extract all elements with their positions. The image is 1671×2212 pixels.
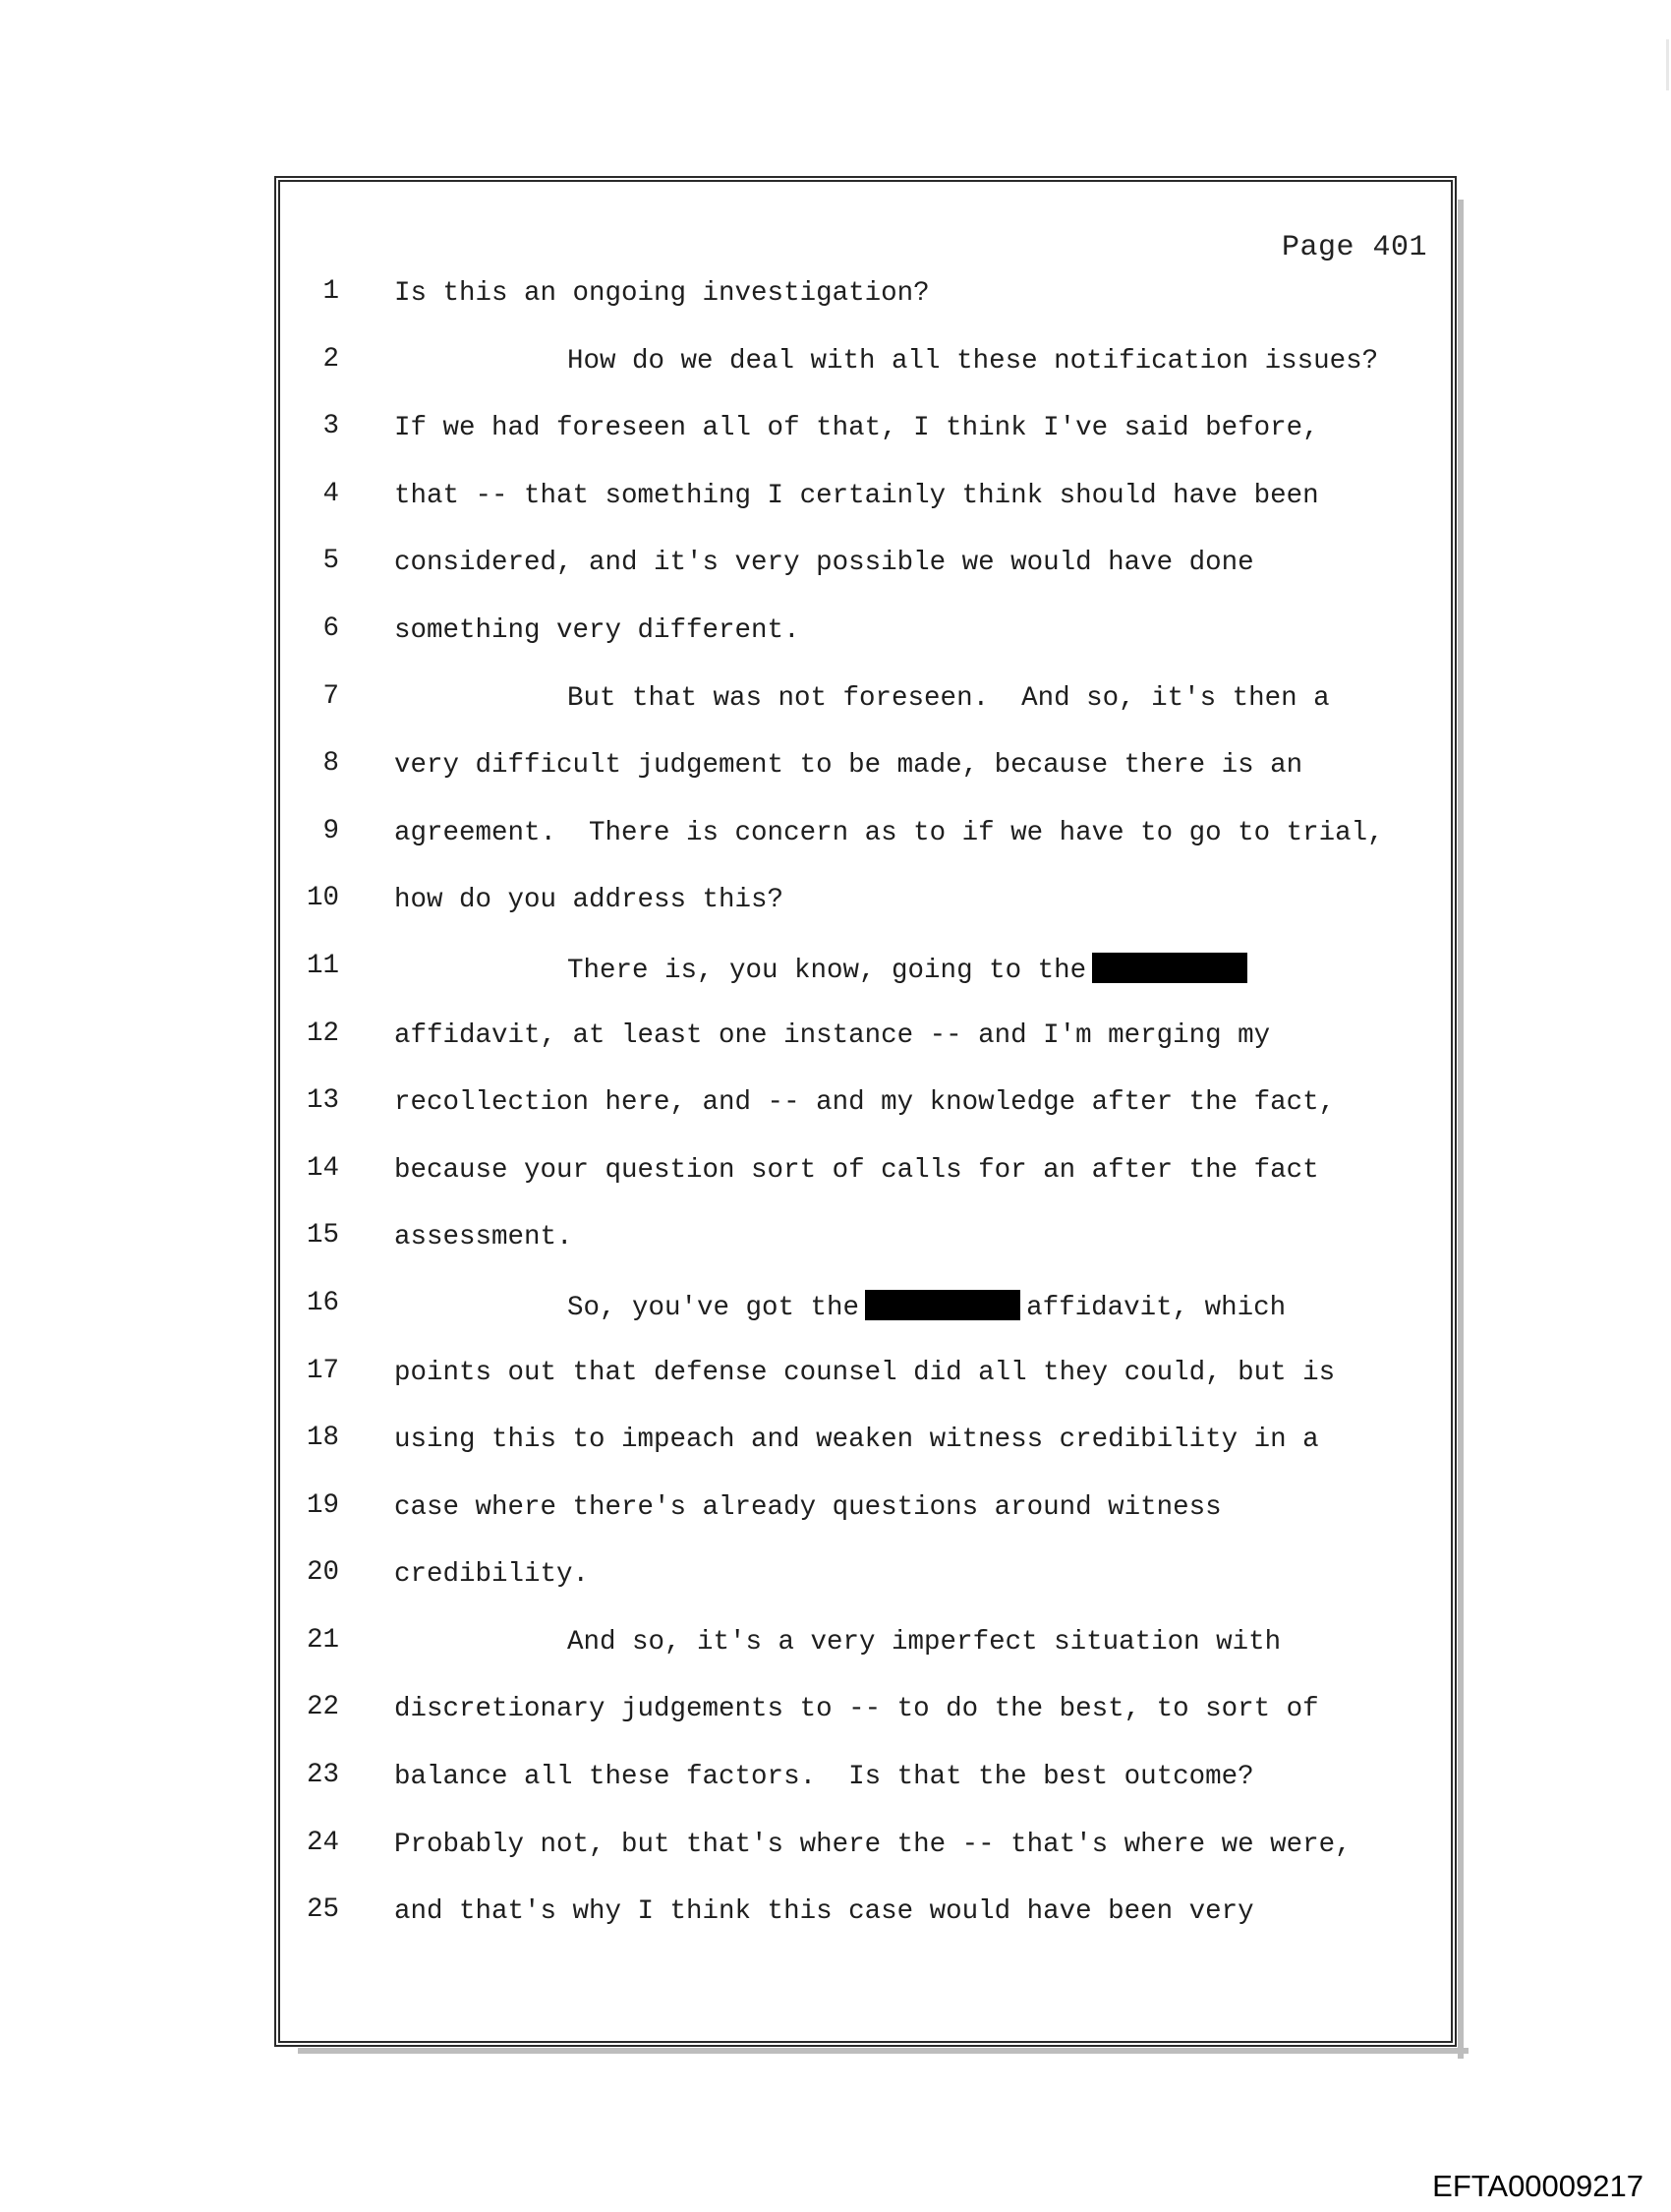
transcript-line (280, 1083, 1451, 1151)
line-text (394, 413, 1319, 443)
line-text (567, 953, 1253, 986)
line-number: 25 (306, 1894, 339, 1926)
line-text (394, 481, 1319, 511)
line-number: 8 (322, 748, 339, 780)
line-text (394, 1087, 1335, 1118)
transcript-body (280, 274, 1451, 1960)
line-text-segment: agreement. There is concern as to if we have to go to trial, (394, 817, 1384, 848)
transcript-line (280, 1286, 1451, 1354)
line-number: 17 (306, 1355, 339, 1386)
line-number: 6 (322, 612, 339, 644)
line-text-segment: considered, and it's very possible we would have done (394, 548, 1254, 579)
line-text (567, 1627, 1281, 1658)
line-text (394, 1559, 589, 1590)
document-id: EFTA00009217 (1432, 2169, 1643, 2203)
line-number: 19 (306, 1489, 339, 1521)
line-number: 2 (322, 343, 339, 375)
line-text (394, 278, 930, 309)
transcript-line (280, 1892, 1451, 1960)
line-text-segment: discretionary judgements to -- to do the best, to sort of (394, 1694, 1319, 1725)
line-number: 1 (322, 276, 339, 307)
line-number: 24 (306, 1827, 339, 1858)
line-number: 22 (306, 1692, 339, 1723)
transcript-line (280, 1354, 1451, 1422)
transcript-line (280, 1690, 1451, 1758)
transcript-line (280, 274, 1451, 342)
line-text (394, 615, 800, 646)
line-text (394, 1492, 1222, 1523)
transcript-line (280, 1826, 1451, 1893)
transcript-line (280, 881, 1451, 949)
transcript-line (280, 679, 1451, 747)
transcript-line (280, 949, 1451, 1017)
line-text (394, 1896, 1254, 1927)
line-text (567, 346, 1378, 377)
line-number: 12 (306, 1018, 339, 1049)
transcript-page (274, 176, 1457, 2047)
line-text-segment: case where there's already questions around witness (394, 1491, 1222, 1523)
line-text (394, 1222, 573, 1252)
line-text (394, 818, 1384, 848)
transcript-line (280, 746, 1451, 814)
line-text-segment: affidavit, which (1026, 1292, 1287, 1323)
line-number: 16 (306, 1287, 339, 1318)
scan-artifact (1666, 39, 1669, 90)
line-number: 15 (306, 1220, 339, 1252)
transcript-line (280, 1151, 1451, 1219)
line-number: 20 (306, 1557, 339, 1589)
line-number: 10 (306, 883, 339, 914)
line-text-segment: assessment. (394, 1222, 573, 1253)
transcript-line (280, 1218, 1451, 1286)
line-text (394, 750, 1302, 781)
line-text-segment: There is, you know, going to the (567, 955, 1087, 986)
line-number: 3 (322, 411, 339, 442)
transcript-line (280, 1758, 1451, 1826)
line-text-segment: Probably not, but that's where the -- that's where we were, (394, 1829, 1352, 1860)
line-text-segment: very difficult judgement to be made, because there is an (394, 750, 1303, 782)
line-text (394, 1694, 1319, 1724)
line-number: 18 (306, 1423, 339, 1454)
transcript-line (280, 1623, 1451, 1691)
line-text-segment: recollection here, and -- and my knowledge after the fact, (394, 1087, 1336, 1119)
line-text (394, 1155, 1319, 1186)
line-text-segment: But that was not foreseen. And so, it's then a (567, 682, 1330, 714)
transcript-line (280, 409, 1451, 477)
redaction-block (865, 1290, 1020, 1320)
line-number: 5 (322, 546, 339, 577)
transcript-line (280, 611, 1451, 679)
line-text-segment: And so, it's a very imperfect situation with (567, 1626, 1282, 1658)
line-text-segment: How do we deal with all these notification issues? (567, 345, 1379, 377)
line-text-segment: using this to impeach and weaken witness credibility in a (394, 1425, 1319, 1456)
transcript-line (280, 477, 1451, 545)
transcript-line (280, 1555, 1451, 1623)
line-text-segment: points out that defense counsel did all they could, but is (394, 1357, 1336, 1388)
line-text (394, 1762, 1254, 1792)
line-text-segment: balance all these factors. Is that the best outcome? (394, 1762, 1254, 1793)
line-text-segment: If we had foreseen all of that, I think I've said before, (394, 413, 1319, 444)
line-text (394, 1358, 1335, 1388)
line-text-segment: affidavit, at least one instance -- and I'm merging my (394, 1019, 1271, 1051)
line-text-segment: something very different. (394, 614, 800, 646)
line-text-segment: that -- that something I certainly think should have been (394, 480, 1319, 511)
line-text-segment: Is this an ongoing investigation? (394, 278, 930, 309)
line-text-segment: and that's why I think this case would have been very (394, 1896, 1254, 1928)
line-text-segment: how do you address this? (394, 885, 784, 916)
line-number: 13 (306, 1085, 339, 1117)
line-number: 4 (322, 478, 339, 509)
line-text-segment: credibility. (394, 1559, 590, 1591)
transcript-line (280, 1017, 1451, 1084)
line-text (394, 548, 1254, 578)
line-number: 21 (306, 1624, 339, 1656)
line-text-segment: because your question sort of calls for an after the fact (394, 1154, 1319, 1186)
line-text (394, 885, 783, 915)
line-number: 11 (306, 950, 339, 981)
line-number: 14 (306, 1152, 339, 1184)
transcript-line (280, 814, 1451, 882)
line-number: 9 (322, 815, 339, 846)
line-text-segment: So, you've got the (567, 1292, 860, 1323)
line-text (394, 1830, 1352, 1860)
transcript-line (280, 1488, 1451, 1556)
line-number: 23 (306, 1760, 339, 1791)
page-number: Page 401 (1281, 231, 1427, 264)
line-text (394, 1425, 1319, 1455)
transcript-line (280, 1421, 1451, 1488)
line-text (567, 1290, 1286, 1323)
line-text (394, 1020, 1270, 1051)
line-number: 7 (322, 680, 339, 712)
transcript-line (280, 342, 1451, 410)
redaction-block (1092, 953, 1247, 983)
transcript-line (280, 544, 1451, 611)
line-text (567, 683, 1330, 714)
